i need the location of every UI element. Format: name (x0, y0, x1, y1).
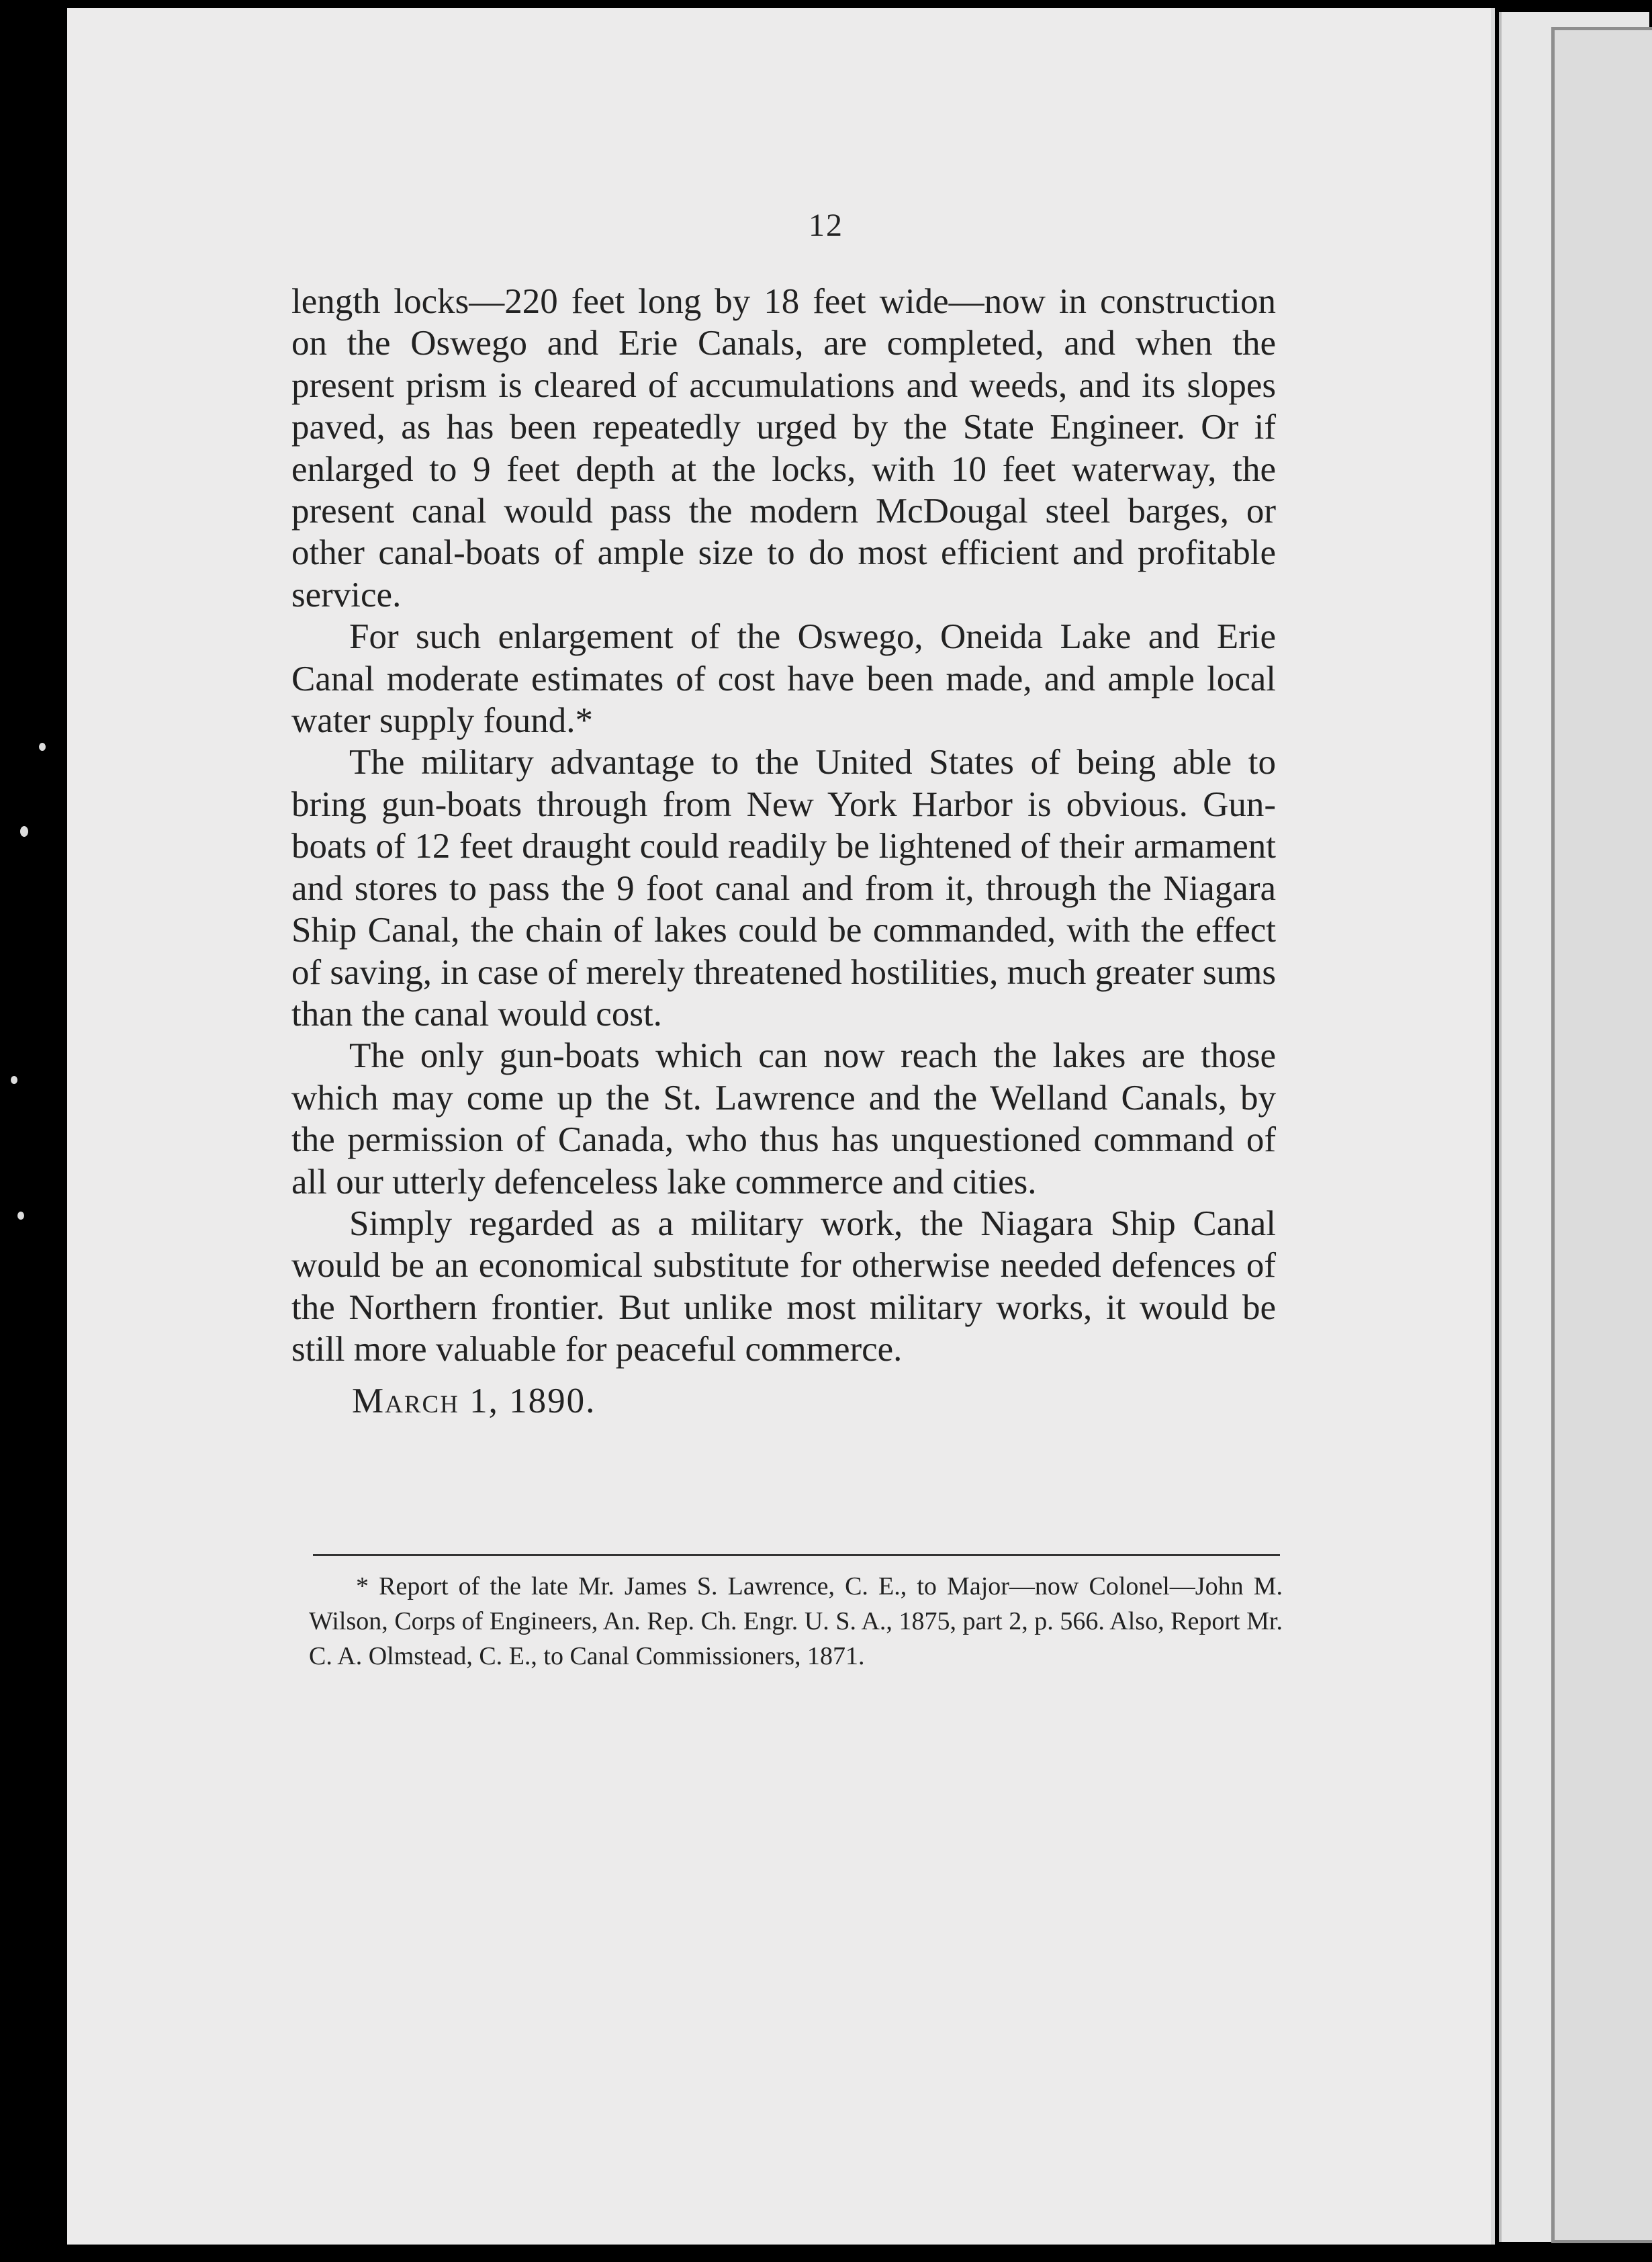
scan-speck (11, 1076, 17, 1084)
page-number: 12 (809, 208, 843, 243)
paragraph-1: length locks—220 feet long by 18 feet wide—now in construction on the Oswego and Erie Canals, are completed, and when the present prism is cleared of accumulations and weeds, and its slopes paved, as has been repeatedly urged by the State Engineer. Or if enlarged to 9 feet depth at the locks, with 10 feet waterway, the present canal would pass the modern McDougal steel barges, or other canal-boats of ample size to do most efficient and profitable service. (291, 282, 1276, 615)
paragraph-3: The military advantage to the United States of being able to bring gun-boats through from New York Harbor is obvious. Gun-boats of 12 feet draught could readily be lightened of their armament and stores to pass the 9 foot canal and from it, through the Niagara Ship Canal, the chain of lakes could be commanded, with the effect of saving, in case of merely threatened hostilities, much greater sums than the canal would cost. (291, 743, 1276, 1034)
paragraph-2: For such enlargement of the Oswego, Oneida Lake and Erie Canal moderate estimates of cost have been made, and ample local water supply found.* (291, 617, 1276, 741)
footnote-divider (313, 1554, 1280, 1556)
body-text (291, 281, 1276, 1422)
dateline: March 1, 1890. (352, 1381, 596, 1420)
scan-speck (17, 1212, 24, 1220)
adjacent-page-binding (1551, 27, 1652, 2243)
scan-speck (20, 826, 28, 837)
scan-speck (39, 743, 46, 751)
footnote: * Report of the late Mr. James S. Lawrence, C. E., to Major—now Colonel—John M. Wilson, Corps of Engineers, An. Rep. Ch. Engr. U. S. A., 1875, part 2, p. 566. Also, Report Mr. C. A. Olmstead, C. E., to Canal Commissioners, 1871. (309, 1572, 1283, 1670)
paragraph-5: Simply regarded as a military work, the Niagara Ship Canal would be an economical substitute for otherwise needed defences of the Northern frontier. But unlike most military works, it would be still more valuable for peaceful commerce. (291, 1204, 1276, 1369)
paragraph-4: The only gun-boats which can now reach the lakes are those which may come up the St. Lawrence and the Welland Canals, by the permission of Canada, who thus has unquestioned command of all our utterly defenceless lake commerce and cities. (291, 1036, 1276, 1202)
